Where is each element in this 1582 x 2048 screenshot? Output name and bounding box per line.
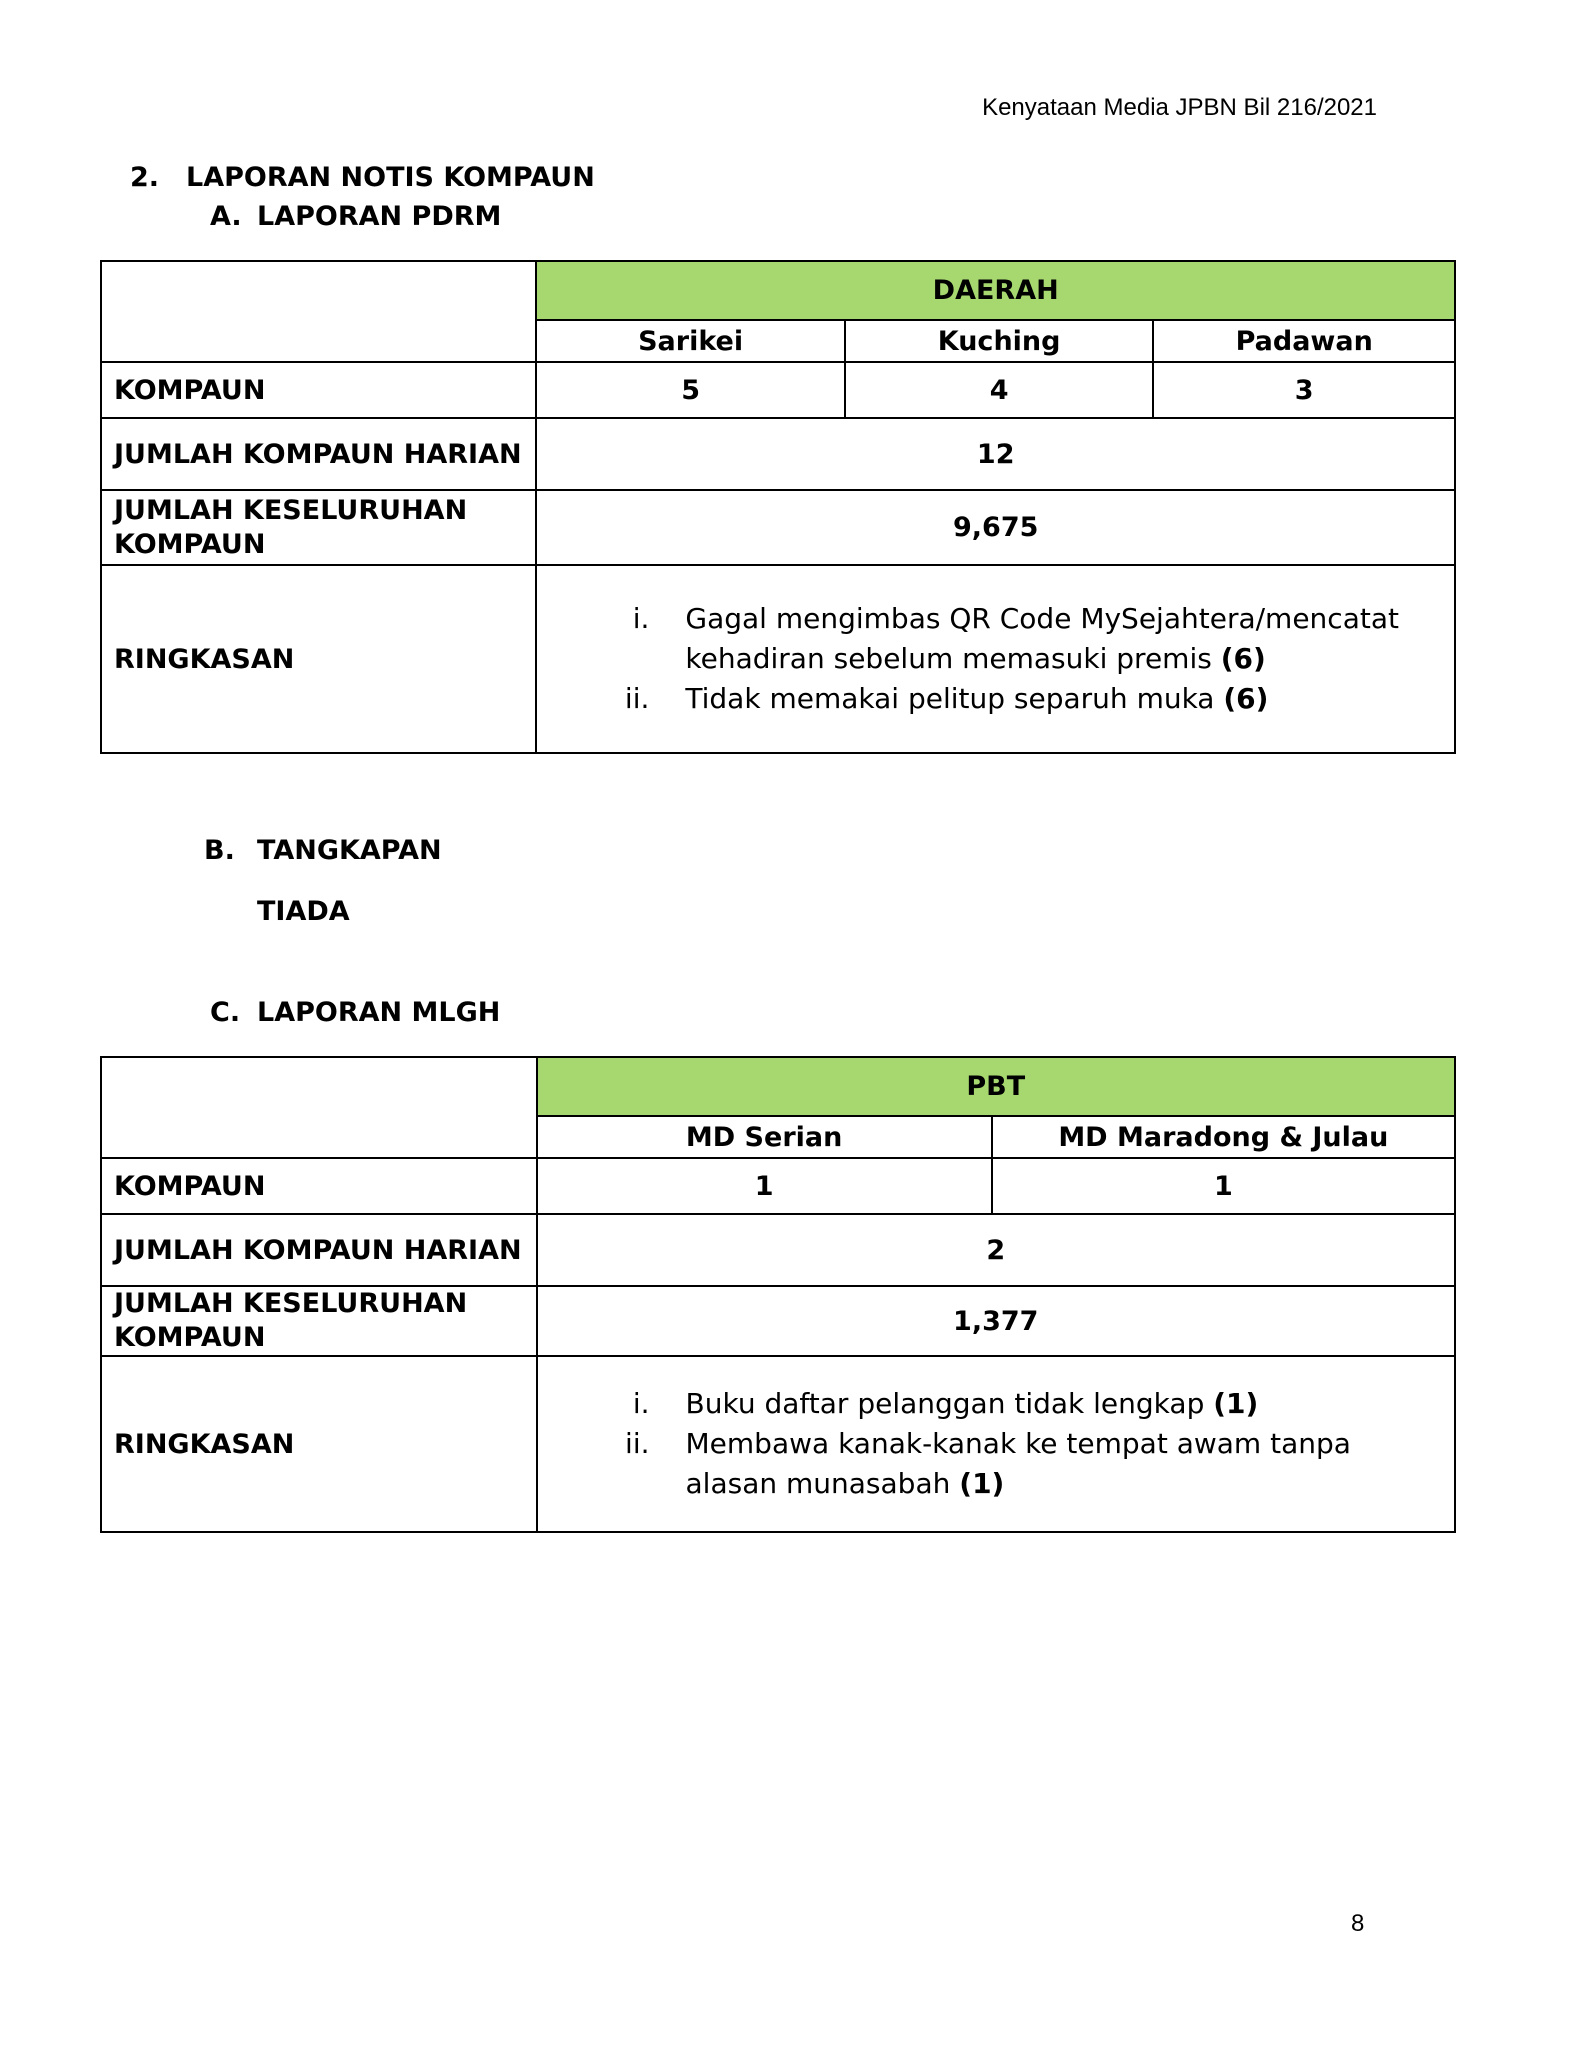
column-header: MD Maradong & Julau bbox=[992, 1116, 1455, 1158]
kompaun-value: 1 bbox=[537, 1158, 992, 1214]
group-header-daerah: DAERAH bbox=[536, 261, 1455, 320]
row-label-kompaun: KOMPAUN bbox=[101, 362, 536, 418]
column-header: Kuching bbox=[845, 320, 1154, 362]
row-label-harian: JUMLAH KOMPAUN HARIAN bbox=[101, 418, 536, 490]
summary-item bbox=[578, 1384, 1442, 1424]
summary-count: (1) bbox=[1213, 1387, 1259, 1420]
summary-text: Tidak memakai pelitup separuh muka bbox=[685, 682, 1215, 715]
section-c-title: LAPORAN MLGH bbox=[257, 997, 501, 1028]
row-label-ringkasan: RINGKASAN bbox=[101, 565, 536, 753]
row-label-keseluruhan-line1: JUMLAH KESELURUHAN bbox=[114, 1288, 468, 1319]
keseluruhan-value: 9,675 bbox=[536, 490, 1455, 565]
section-c-letter: C. bbox=[210, 997, 241, 1028]
kompaun-value: 1 bbox=[992, 1158, 1455, 1214]
kompaun-value: 3 bbox=[1153, 362, 1455, 418]
summary-item bbox=[577, 599, 1442, 679]
section-a-heading bbox=[210, 201, 501, 232]
section-2-heading bbox=[130, 162, 595, 193]
summary-cell bbox=[537, 1356, 1455, 1532]
summary-item bbox=[578, 1424, 1442, 1504]
section-b-content: TIADA bbox=[257, 896, 350, 927]
summary-text: Buku daftar pelanggan tidak lengkap bbox=[685, 1387, 1205, 1420]
section-2-number: 2. bbox=[130, 162, 160, 193]
summary-marker: ii. bbox=[625, 1427, 650, 1460]
summary-count: (6) bbox=[1223, 682, 1269, 715]
document-header: Kenyataan Media JPBN Bil 216/2021 bbox=[982, 94, 1377, 121]
column-header: Sarikei bbox=[536, 320, 844, 362]
summary-text: Membawa kanak-kanak ke tempat awam tanpa alasan munasabah bbox=[685, 1427, 1351, 1500]
group-header-pbt: PBT bbox=[537, 1057, 1455, 1116]
row-label-keseluruhan bbox=[101, 1286, 537, 1356]
row-label-keseluruhan-line2: KOMPAUN bbox=[114, 528, 266, 560]
section-a-letter: A. bbox=[210, 201, 242, 232]
section-c-heading bbox=[210, 997, 500, 1028]
summary-marker: i. bbox=[632, 602, 650, 635]
table-corner bbox=[101, 261, 536, 362]
section-a-title: LAPORAN PDRM bbox=[257, 201, 502, 232]
row-label-keseluruhan-line2: KOMPAUN bbox=[114, 1322, 266, 1353]
row-label-keseluruhan bbox=[101, 490, 536, 565]
kompaun-value: 5 bbox=[536, 362, 844, 418]
harian-value: 2 bbox=[537, 1214, 1455, 1286]
summary-marker: i. bbox=[632, 1387, 650, 1420]
column-header: Padawan bbox=[1153, 320, 1455, 362]
summary-count: (6) bbox=[1220, 642, 1266, 675]
section-b-letter: B. bbox=[204, 835, 235, 866]
harian-value: 12 bbox=[536, 418, 1455, 490]
row-label-keseluruhan-line1: JUMLAH KESELURUHAN bbox=[114, 494, 468, 526]
summary-marker: ii. bbox=[624, 682, 650, 715]
summary-text: Gagal mengimbas QR Code MySejahtera/mencatat kehadiran sebelum memasuki premis bbox=[685, 602, 1399, 675]
section-b-title: TANGKAPAN bbox=[257, 835, 442, 866]
summary-count: (1) bbox=[959, 1467, 1005, 1500]
section-2-title: LAPORAN NOTIS KOMPAUN bbox=[186, 162, 595, 193]
summary-cell bbox=[536, 565, 1455, 753]
page-number: 8 bbox=[1351, 1910, 1365, 1937]
table-pdrm bbox=[100, 260, 1456, 754]
summary-item bbox=[577, 679, 1442, 719]
row-label-ringkasan: RINGKASAN bbox=[101, 1356, 537, 1532]
column-header: MD Serian bbox=[537, 1116, 992, 1158]
row-label-harian: JUMLAH KOMPAUN HARIAN bbox=[101, 1214, 537, 1286]
section-b-heading bbox=[204, 835, 442, 866]
keseluruhan-value: 1,377 bbox=[537, 1286, 1455, 1356]
kompaun-value: 4 bbox=[845, 362, 1154, 418]
row-label-kompaun: KOMPAUN bbox=[101, 1158, 537, 1214]
table-mlgh bbox=[100, 1056, 1456, 1533]
table-corner bbox=[101, 1057, 537, 1158]
